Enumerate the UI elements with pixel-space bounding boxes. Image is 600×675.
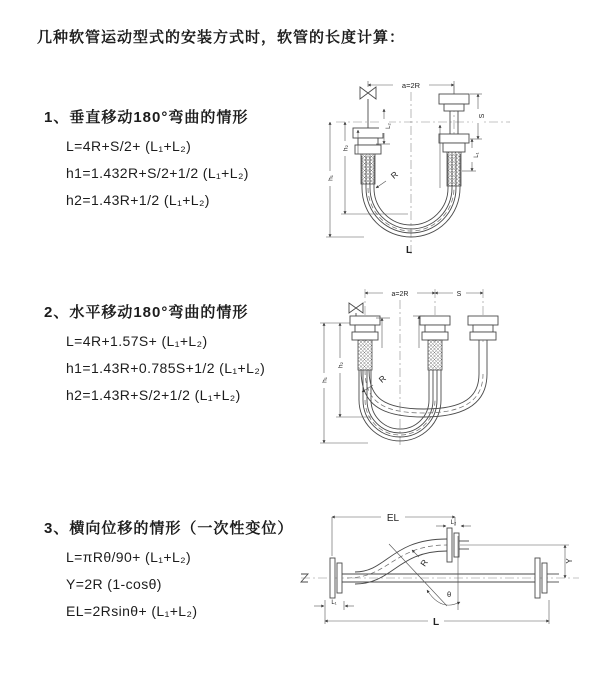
dim-label-y: Y <box>565 558 574 564</box>
dim-label-l1: L₁ <box>331 600 337 606</box>
dimensions <box>319 287 483 443</box>
formula-line: h2=1.43R+S/2+1/2 (L₁+L₂) <box>66 387 241 403</box>
radius-label: R <box>418 557 430 569</box>
section-heading: 3、横向位移的情形（一次性变位） <box>44 520 294 537</box>
radius-label: R <box>388 169 400 181</box>
dim-label-h1: h₁ <box>321 377 329 383</box>
braided-hose-section <box>361 154 375 184</box>
valve-icon <box>356 303 363 313</box>
dim-label-stroke: S <box>456 291 462 298</box>
formula-line: h2=1.43R+1/2 (L₁+L₂) <box>66 192 210 208</box>
dim-label-span: a=2R <box>391 291 409 298</box>
dim-label-l2: L₂ <box>450 520 457 526</box>
dim-label-l1: L₁ <box>474 152 480 158</box>
formula-line: L=4R+1.57S+ (L₁+L₂) <box>66 333 208 349</box>
dim-label-h1: h₁ <box>327 175 335 181</box>
section-heading: 2、水平移动180°弯曲的情形 <box>44 304 249 321</box>
formula-line: h1=1.43R+0.785S+1/2 (L₁+L₂) <box>66 360 266 376</box>
flange <box>542 563 547 593</box>
braided-hose-section <box>447 152 461 186</box>
length-label: L <box>432 617 440 628</box>
dim-label-h2: h₂ <box>337 361 345 369</box>
formula-line: Y=2R (1-cosθ) <box>66 576 162 592</box>
dim-label-el: EL <box>386 513 400 524</box>
formula-line: L=πRθ/90+ (L₁+L₂) <box>66 549 192 565</box>
section-horizontal-bend <box>44 301 265 403</box>
fittings <box>349 303 498 370</box>
formula-line: EL=2Rsinθ+ (L₁+L₂) <box>66 603 198 619</box>
flange <box>447 528 452 562</box>
formula-line: h1=1.432R+S/2+1/2 (L₁+L₂) <box>66 165 249 181</box>
hose-s-curve <box>330 528 469 598</box>
dim-label-stroke: S <box>479 113 486 119</box>
flange <box>535 558 540 598</box>
flange <box>330 558 335 598</box>
braided-hose-section <box>358 340 372 370</box>
formula-line: L=4R+S/2+ (L₁+L₂) <box>66 138 192 154</box>
section-heading: 1、垂直移动180°弯曲的情形 <box>44 109 249 126</box>
length-label: L <box>405 245 413 256</box>
valve-icon <box>368 87 376 99</box>
angle-label: θ <box>447 590 452 599</box>
dim-label-l2: L₂ <box>386 123 392 129</box>
radius-label: R <box>376 373 388 385</box>
braided-hose-section <box>428 340 442 370</box>
valve-icon <box>360 87 368 99</box>
valve-icon <box>349 303 356 313</box>
section-lateral-displacement <box>44 517 293 619</box>
dim-label-h2: h₂ <box>342 144 350 152</box>
diagram-lateral-displacement <box>297 506 593 648</box>
diagram-vertical-bend <box>312 76 584 258</box>
page-title: 几种软管运动型式的安装方式时，软管的长度计算： <box>37 29 406 46</box>
diagram-horizontal-bend <box>312 286 568 458</box>
centerlines <box>365 289 483 448</box>
section-vertical-bend <box>44 106 249 208</box>
dim-label-span: a=2R <box>401 81 421 90</box>
flange <box>337 563 342 593</box>
